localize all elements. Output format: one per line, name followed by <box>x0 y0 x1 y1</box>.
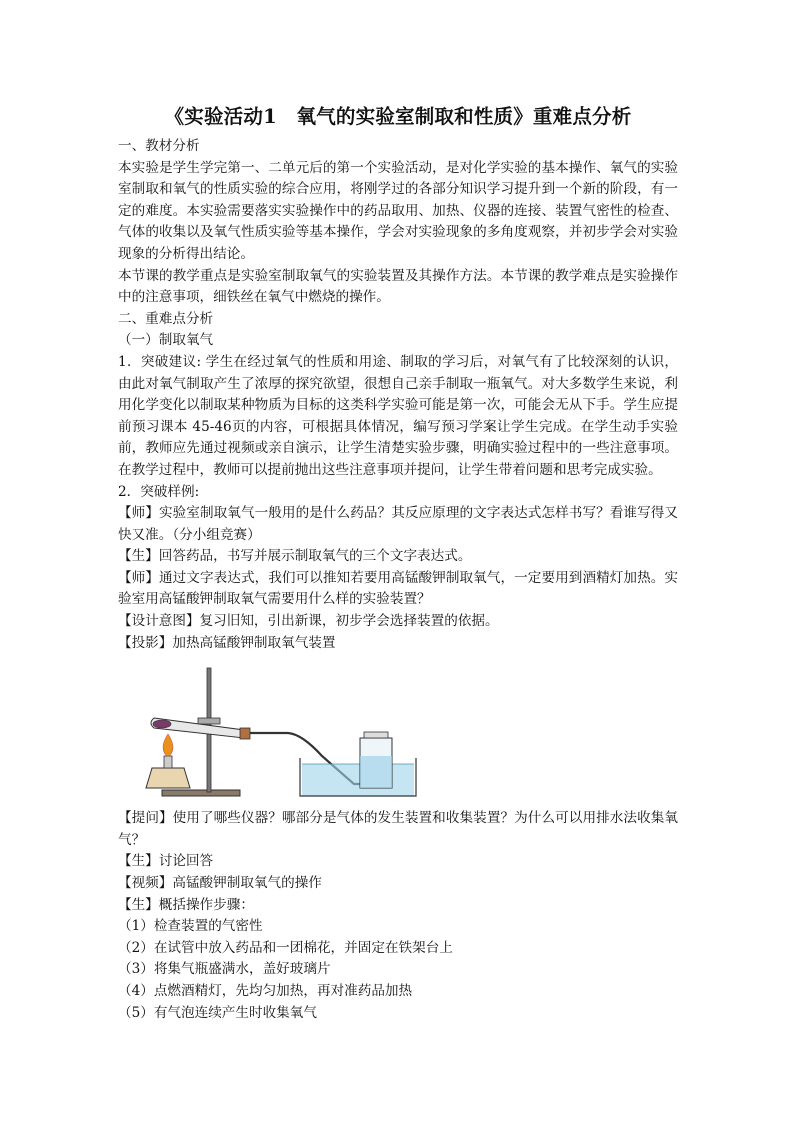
document-page <box>118 102 678 1024</box>
heading-textbook-analysis: 一、教材分析 <box>118 138 200 154</box>
dialogue-teacher-2: 【师】通过文字表达式，我们可以推知若要用高锰酸钾制取氧气，一定要用到酒精灯加热。实验室用高锰酸钾制取氧气需要用什么样的实验装置？ <box>118 569 678 608</box>
step-4: （4）点燃酒精灯，先均匀加热，再对准药品加热 <box>118 983 413 999</box>
apparatus-figure <box>118 660 678 800</box>
dialogue-teacher-1: 【师】实验室制取氧气一般用的是什么药品？其反应原理的文字表达式怎样书写？看谁写得又快又准。（分小组竞赛） <box>118 505 678 543</box>
alcohol-lamp <box>146 734 190 788</box>
iron-stand-base <box>162 790 240 796</box>
subheading-prepare-oxygen: （一）制取氧气 <box>118 332 214 349</box>
potassium-permanganate <box>153 720 171 728</box>
design-intent: 【设计意图】复习旧知，引出新课，初步学会选择装置的依据。 <box>118 613 499 630</box>
dialogue-student-2: 【生】讨论回答 <box>118 853 214 870</box>
water-trough <box>300 758 416 796</box>
dialogue-student-1: 【生】回答药品，书写并展示制取氧气的三个文字表达式。 <box>118 548 472 565</box>
paragraph-breakthrough-suggestion: 1．突破建议: 学生在经过氧气的性质和用途、制取的学习后，对氧气有了比较深刻的认识，由此对氧气制取产生了浓厚的探究欲望，很想自己亲手制取一瓶氧气。对大多数学生来说，利用化学变化以制取某种物质为目标的这类科学实验可能是第一次，可能会无从下手。学生应提前预习课本 45-46页的内容，可根据具体情况，编写预习学案让学生完成。在学生动手实验前，教师应先通过视频或亲自演示，让学生清楚实验步骤，明确实验过程中的一些注意事项。在教学过程中，教师可以提前抛出这些注意事项并提问，让学生带着问题和思考完成实验。 <box>118 353 678 478</box>
dialogue-question: 【提问】使用了哪些仪器？哪部分是气体的发生装置和收集装置？为什么可以用排水法收集氧气？ <box>118 810 678 848</box>
stopper <box>240 728 250 739</box>
step-1: （1）检查装置的气密性 <box>118 918 263 935</box>
heading-key-difficulty-analysis: 二、重难点分析 <box>118 310 214 327</box>
gas-collecting-bottle <box>360 732 392 788</box>
oxygen-apparatus-illustration <box>132 660 442 800</box>
test-tube <box>151 718 244 738</box>
dialogue-student-3: 【生】概括操作步骤： <box>118 896 254 913</box>
flame-icon <box>163 734 173 756</box>
step-5: （5）有气泡连续产生时收集氧气 <box>118 1004 317 1021</box>
paragraph-key-points: 本节课的教学重点是实验室制取氧气的实验装置及其操作方法。本节课的教学难点是实验操作中的注意事项，细铁丝在氧气中燃烧的操作。 <box>118 267 678 306</box>
clamp <box>198 718 220 724</box>
step-3: （3）将集气瓶盛满水，盖好玻璃片 <box>118 961 331 978</box>
step-2: （2）在试管中放入药品和一团棉花，并固定在铁架台上 <box>118 939 453 956</box>
document-title: 《实验活动1 氧气的实验室制取和性质》重难点分析 <box>164 105 632 128</box>
paragraph-breakthrough-example: 2．突破样例: <box>118 483 200 500</box>
paragraph-textbook-analysis: 本实验是学生学完第一、二单元后的第一个实验活动，是对化学实验的基本操作、氧气的实验室制取和氧气的性质实验的综合应用，将刚学过的各部分知识学习提升到一个新的阶段，有一定的难度。本实验需要落实实验操作中的药品取用、加热、仪器的连接、装置气密性的检查、气体的收集以及氧气性质实验等基本操作，学会对实验现象的多角度观察，并初步学会对实验现象的分析得出结论。 <box>118 159 678 262</box>
projection-caption: 【投影】加热高锰酸钾制取氧气装置 <box>118 634 336 651</box>
video-caption: 【视频】高锰酸钾制取氧气的操作 <box>118 875 322 892</box>
